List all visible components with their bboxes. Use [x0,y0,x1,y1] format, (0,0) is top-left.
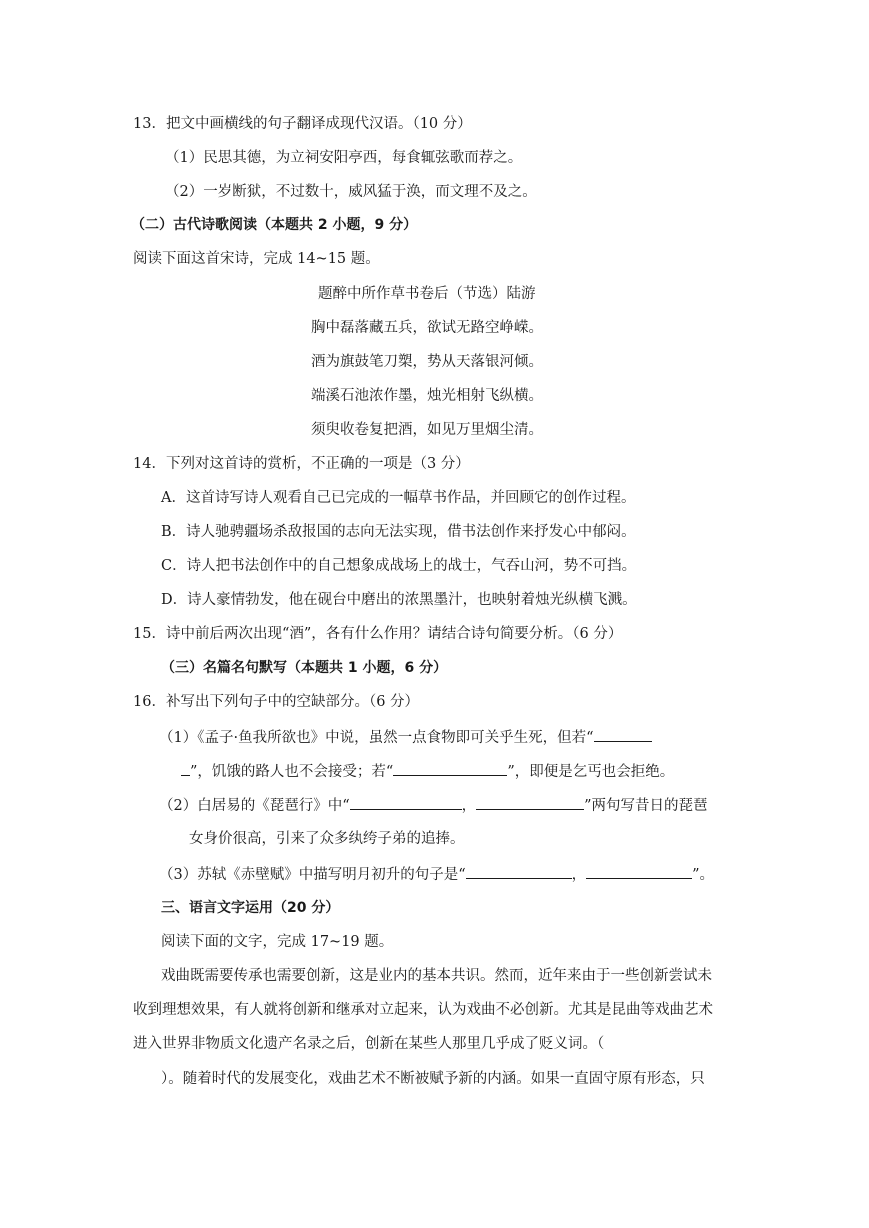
answer-blank[interactable] [393,761,507,776]
answer-blank[interactable] [350,795,462,810]
answer-blank[interactable] [594,727,652,742]
q14-option-a: A．这首诗写诗人观看自己已完成的一幅草书作品，并回顾它的创作过程。 [161,490,636,506]
q16-item-1-text: ”，饥饿的路人也不会接受；若“ [190,764,394,780]
q16-item-2-text: ， [461,798,477,814]
q16-item-3-text: （3）苏轼《赤壁赋》中描写明月初升的句子是“ [159,867,466,883]
passage-line: 收到理想效果，有人就将创新和继承对立起来，认为戏曲不必创新。尤其是昆曲等戏曲艺术 [133,1002,713,1018]
q16-item-3-text: ”。 [692,867,715,883]
q16-item-2-line-1 [159,795,708,816]
q16-item-3 [159,864,714,885]
q14-option-c: C．诗人把书法创作中的自己想象成战场上的战士，气吞山河，势不可挡。 [161,558,637,574]
poem-line: 酒为旗鼓笔刀槊，势从天落银河倾。 [311,354,543,370]
answer-blank[interactable] [181,761,190,776]
q16-item-2-text: ”两句写昔日的琵琶 [584,798,708,814]
section-3-header: （三）名篇名句默写（本题共 1 小题，6 分） [161,660,448,676]
q16-item-1-text: ”，即便是乞丐也会拒绝。 [507,764,675,780]
poem-line: 胸中磊落藏五兵，欲试无路空峥嵘。 [311,320,543,336]
q16-item-3-text: ， [571,867,587,883]
q16-item-1-line-1 [159,727,652,748]
part-3-intro: 阅读下面的文字，完成 17~19 题。 [161,934,394,950]
answer-blank[interactable] [466,864,572,879]
poem-title: 题醉中所作草书卷后（节选）陆游 [318,286,536,302]
q14-title: 14．下列对这首诗的赏析，不正确的一项是（3 分） [133,456,470,472]
part-3-header: 三、语言文字运用（20 分） [161,900,340,916]
q16-title: 16．补写出下列句子中的空缺部分。（6 分） [133,694,420,710]
q14-option-d: D．诗人豪情勃发，他在砚台中磨出的浓黑墨汁，也映射着烛光纵横飞溅。 [161,592,637,608]
q13-title: 13．把文中画横线的句子翻译成现代汉语。（10 分） [133,116,472,132]
q16-item-2-line-2: 女身价很高，引来了众多纨绔子弟的追捧。 [189,831,465,847]
section-2-intro: 阅读下面这首宋诗，完成 14~15 题。 [133,251,380,267]
q15-title: 15．诗中前后两次出现“酒”，各有什么作用？请结合诗句简要分析。（6 分） [133,626,623,642]
poem-line: 须臾收卷复把酒，如见万里烟尘清。 [311,422,543,438]
q13-sentence-1: （1）民思其德，为立祠安阳亭西，每食辄弦歌而荐之。 [165,150,523,166]
q16-item-2-text: （2）白居易的《琵琶行》中“ [159,798,350,814]
q14-option-b: B．诗人驰骋疆场杀敌报国的志向无法实现，借书法创作来抒发心中郁闷。 [161,524,636,540]
section-2-header: （二）古代诗歌阅读（本题共 2 小题，9 分） [131,217,418,233]
passage-line: 戏曲既需要传承也需要创新，这是业内的基本共识。然而，近年来由于一些创新尝试未 [161,968,712,984]
answer-blank[interactable] [586,864,692,879]
passage-line: 进入世界非物质文化遗产名录之后，创新在某些人那里几乎成了贬义词。（ [133,1036,605,1052]
q13-sentence-2: （2）一岁断狱，不过数十，威风猛于涣，而文理不及之。 [165,184,537,200]
answer-blank[interactable] [476,795,584,810]
passage-line: ）。随着时代的发展变化，戏曲艺术不断被赋予新的内涵。如果一直固守原有形态，只 [161,1071,705,1087]
poem-line: 端溪石池浓作墨，烛光相射飞纵横。 [311,388,543,404]
q16-item-1-line-2 [181,761,674,782]
q16-item-1-text: （1）《孟子·鱼我所欲也》中说，虽然一点食物即可关乎生死，但若“ [159,730,594,746]
